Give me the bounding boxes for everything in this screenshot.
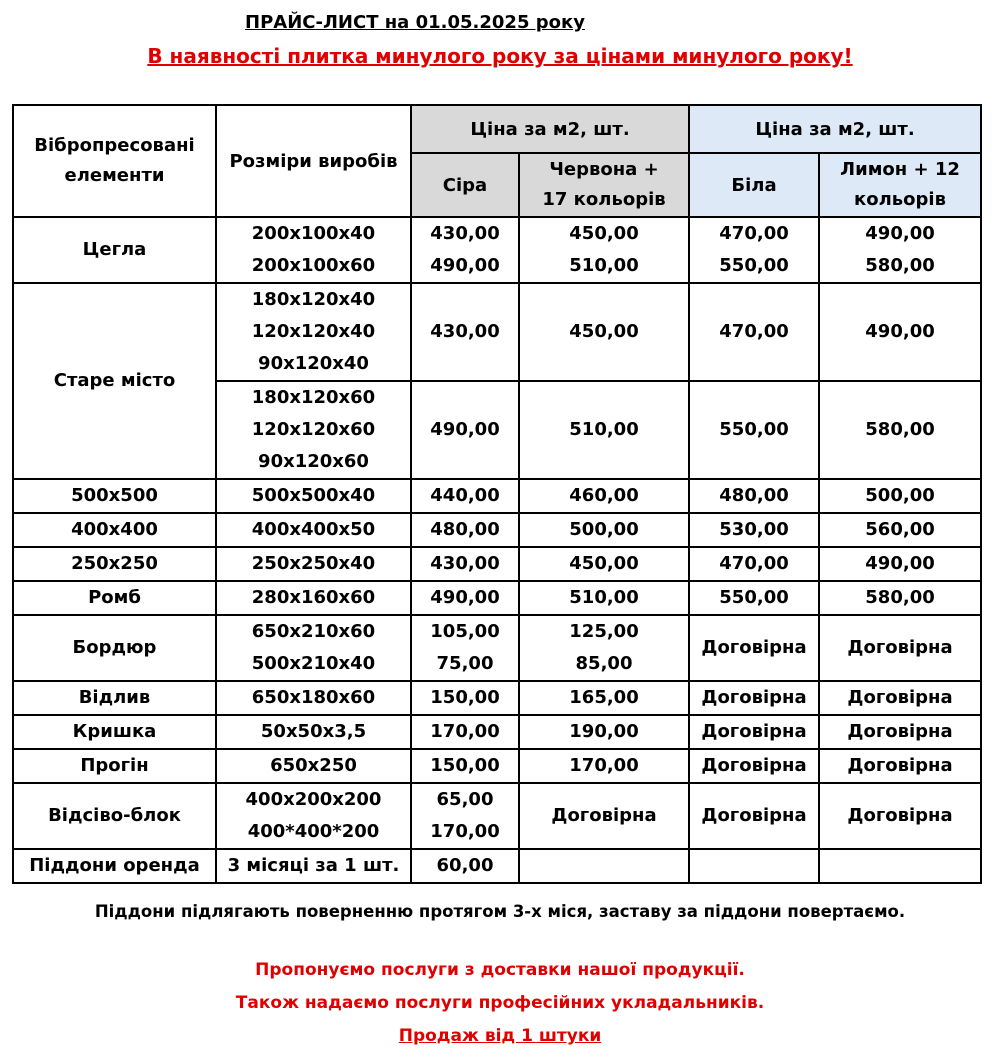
price-lemon bbox=[819, 715, 981, 749]
price-lemon bbox=[819, 283, 981, 381]
price-white-line: 470,00 bbox=[719, 223, 789, 244]
sizes-cell-line: 90х120х60 bbox=[258, 451, 369, 472]
element-name bbox=[13, 783, 216, 849]
sizes-cell-line: 400х400х50 bbox=[251, 519, 376, 540]
price-red bbox=[519, 513, 689, 547]
sizes-cell-line: 180х120х60 bbox=[251, 387, 376, 408]
price-grey-line: 490,00 bbox=[430, 419, 500, 440]
sizes-cell-line: 650х210х60 bbox=[251, 621, 376, 642]
table-row bbox=[13, 715, 981, 749]
price-lemon-line: 580,00 bbox=[865, 255, 935, 276]
price-grey bbox=[411, 715, 519, 749]
price-grey bbox=[411, 681, 519, 715]
price-white-line: 480,00 bbox=[719, 485, 789, 506]
price-white-line: 550,00 bbox=[719, 255, 789, 276]
table-row bbox=[13, 615, 981, 681]
sizes-cell bbox=[216, 783, 411, 849]
price-red bbox=[519, 381, 689, 479]
price-white-line bbox=[690, 850, 818, 882]
sizes-cell bbox=[216, 749, 411, 783]
price-white bbox=[689, 849, 819, 883]
sizes-cell bbox=[216, 513, 411, 547]
price-red bbox=[519, 749, 689, 783]
element-name-line: 250х250 bbox=[71, 553, 158, 574]
price-white-line: 470,00 bbox=[719, 553, 789, 574]
sizes-cell bbox=[216, 547, 411, 581]
price-lemon bbox=[819, 749, 981, 783]
price-white bbox=[689, 581, 819, 615]
price-lemon bbox=[819, 479, 981, 513]
price-white-line: 470,00 bbox=[719, 321, 789, 342]
header-sizes: Розміри виробів bbox=[216, 105, 411, 217]
price-grey bbox=[411, 783, 519, 849]
price-grey bbox=[411, 283, 519, 381]
sizes-cell-line: 200х100х60 bbox=[251, 255, 376, 276]
price-grey-line: 75,00 bbox=[436, 653, 494, 674]
price-grey bbox=[411, 479, 519, 513]
header-price-group-grey: Ціна за м2, шт. bbox=[411, 105, 689, 153]
element-name-line: Старе місто bbox=[53, 370, 176, 391]
price-red bbox=[519, 479, 689, 513]
price-red bbox=[519, 849, 689, 883]
price-white bbox=[689, 283, 819, 381]
table-row bbox=[13, 849, 981, 883]
sizes-cell-line: 650х180х60 bbox=[251, 687, 376, 708]
price-grey bbox=[411, 381, 519, 479]
header-lemon: Лимон + 12 кольорів bbox=[819, 153, 981, 217]
element-name-line: 500х500 bbox=[71, 485, 158, 506]
price-grey-line: 150,00 bbox=[430, 755, 500, 776]
sizes-cell-line: 650х250 bbox=[270, 755, 357, 776]
price-grey bbox=[411, 581, 519, 615]
price-white-line: 550,00 bbox=[719, 587, 789, 608]
element-name bbox=[13, 715, 216, 749]
sizes-cell-line: 90х120х40 bbox=[258, 353, 369, 374]
price-white bbox=[689, 513, 819, 547]
price-white-line: 550,00 bbox=[719, 419, 789, 440]
price-lemon bbox=[819, 217, 981, 283]
sizes-cell-line: 200х100х40 bbox=[251, 223, 376, 244]
price-lemon bbox=[819, 381, 981, 479]
price-lemon bbox=[819, 581, 981, 615]
table-row bbox=[13, 783, 981, 849]
price-red-line: 460,00 bbox=[569, 485, 639, 506]
sizes-cell-line: 400х200х200 bbox=[245, 789, 382, 810]
price-white bbox=[689, 749, 819, 783]
price-red-line: 500,00 bbox=[569, 519, 639, 540]
price-lemon-line: 500,00 bbox=[865, 485, 935, 506]
price-white bbox=[689, 615, 819, 681]
pallets-note: Піддони підлягають поверненню протягом 3-х міся, заставу за піддони повертаємо. bbox=[94, 902, 906, 921]
element-name-line: Кришка bbox=[72, 721, 157, 742]
price-lemon-line bbox=[820, 850, 980, 882]
price-grey-line: 430,00 bbox=[430, 321, 500, 342]
price-grey-line: 440,00 bbox=[430, 485, 500, 506]
element-name-line: Відсіво-блок bbox=[48, 805, 181, 826]
price-white-line: Договірна bbox=[701, 721, 807, 742]
price-lemon-line: 580,00 bbox=[865, 419, 935, 440]
price-white-line: Договірна bbox=[701, 637, 807, 658]
table-row bbox=[13, 217, 981, 283]
price-red bbox=[519, 217, 689, 283]
price-white bbox=[689, 479, 819, 513]
price-red-line: 190,00 bbox=[569, 721, 639, 742]
price-red-line: 170,00 bbox=[569, 755, 639, 776]
element-name-line: Піддони оренда bbox=[29, 855, 200, 876]
element-name-line: Прогін bbox=[80, 755, 149, 776]
price-lemon-line: 560,00 bbox=[865, 519, 935, 540]
header-price-group-blue: Ціна за м2, шт. bbox=[689, 105, 981, 153]
element-name bbox=[13, 749, 216, 783]
price-red bbox=[519, 681, 689, 715]
price-grey-line: 170,00 bbox=[430, 821, 500, 842]
element-name bbox=[13, 681, 216, 715]
price-grey-line: 60,00 bbox=[436, 855, 494, 876]
price-table bbox=[12, 104, 982, 884]
table-row bbox=[13, 479, 981, 513]
price-white-line: Договірна bbox=[701, 687, 807, 708]
element-name-line: Ромб bbox=[88, 587, 141, 608]
price-red bbox=[519, 783, 689, 849]
sizes-cell-line: 500х210х40 bbox=[251, 653, 376, 674]
element-name bbox=[13, 849, 216, 883]
price-red bbox=[519, 715, 689, 749]
price-grey-line: 490,00 bbox=[430, 255, 500, 276]
header-row-1 bbox=[13, 105, 981, 153]
header-grey: Сіра bbox=[411, 153, 519, 217]
delivery-note: Пропонуємо послуги з доставки нашої продукції. bbox=[255, 960, 745, 980]
price-white bbox=[689, 715, 819, 749]
price-grey-line: 150,00 bbox=[430, 687, 500, 708]
price-grey-line: 490,00 bbox=[430, 587, 500, 608]
price-lemon-line: 490,00 bbox=[865, 223, 935, 244]
page-subtitle: В наявності плитка минулого року за цінами минулого року! bbox=[147, 44, 853, 68]
sizes-cell bbox=[216, 581, 411, 615]
sizes-cell bbox=[216, 681, 411, 715]
price-white bbox=[689, 681, 819, 715]
price-lemon-line: Договірна bbox=[847, 721, 953, 742]
price-grey bbox=[411, 217, 519, 283]
header-red: Червона + 17 кольорів bbox=[519, 153, 689, 217]
header-white: Біла bbox=[689, 153, 819, 217]
header-element: Вібропресовані елементи bbox=[13, 105, 216, 217]
price-lemon-line: Договірна bbox=[847, 687, 953, 708]
price-red bbox=[519, 547, 689, 581]
table-row bbox=[13, 581, 981, 615]
price-lemon-line: 490,00 bbox=[865, 553, 935, 574]
element-name bbox=[13, 547, 216, 581]
price-grey-line: 170,00 bbox=[430, 721, 500, 742]
sizes-cell bbox=[216, 615, 411, 681]
price-grey-line: 105,00 bbox=[430, 621, 500, 642]
table-row bbox=[13, 283, 981, 381]
element-name-line: Цегла bbox=[82, 239, 147, 260]
price-red-line bbox=[520, 850, 688, 882]
sizes-cell bbox=[216, 283, 411, 381]
installers-note: Також надаємо послуги професійних укладальників. bbox=[235, 993, 765, 1013]
element-name bbox=[13, 513, 216, 547]
price-grey-line: 430,00 bbox=[430, 223, 500, 244]
element-name bbox=[13, 217, 216, 283]
price-lemon bbox=[819, 513, 981, 547]
price-white bbox=[689, 381, 819, 479]
price-red-line: 85,00 bbox=[575, 653, 633, 674]
table-row bbox=[13, 513, 981, 547]
sizes-cell-line: 250х250х40 bbox=[251, 553, 376, 574]
price-white-line: Договірна bbox=[701, 805, 807, 826]
price-lemon-line: 580,00 bbox=[865, 587, 935, 608]
price-lemon bbox=[819, 681, 981, 715]
price-red-line: 450,00 bbox=[569, 223, 639, 244]
element-name bbox=[13, 615, 216, 681]
element-name bbox=[13, 479, 216, 513]
price-lemon-line: Договірна bbox=[847, 637, 953, 658]
price-red-line: 450,00 bbox=[569, 553, 639, 574]
price-white-line: 530,00 bbox=[719, 519, 789, 540]
sizes-cell bbox=[216, 849, 411, 883]
sizes-cell-line: 120х120х40 bbox=[251, 321, 376, 342]
sizes-cell bbox=[216, 715, 411, 749]
sales-note: Продаж від 1 штуки bbox=[398, 1026, 602, 1046]
price-grey-line: 430,00 bbox=[430, 553, 500, 574]
price-red bbox=[519, 615, 689, 681]
price-grey-line: 480,00 bbox=[430, 519, 500, 540]
element-name bbox=[13, 581, 216, 615]
table-row bbox=[13, 547, 981, 581]
price-white bbox=[689, 547, 819, 581]
price-grey bbox=[411, 547, 519, 581]
price-white-line: Договірна bbox=[701, 755, 807, 776]
page-title: ПРАЙС-ЛИСТ на 01.05.2025 року bbox=[245, 12, 585, 33]
table-row bbox=[13, 749, 981, 783]
price-red-line: 510,00 bbox=[569, 587, 639, 608]
sizes-cell bbox=[216, 381, 411, 479]
price-lemon-line: 490,00 bbox=[865, 321, 935, 342]
table-row bbox=[13, 681, 981, 715]
price-lemon bbox=[819, 615, 981, 681]
price-grey bbox=[411, 849, 519, 883]
price-red-line: Договірна bbox=[551, 805, 657, 826]
price-red-line: 510,00 bbox=[569, 255, 639, 276]
price-red-line: 125,00 bbox=[569, 621, 639, 642]
sizes-cell-line: 120х120х60 bbox=[251, 419, 376, 440]
price-white bbox=[689, 217, 819, 283]
price-grey bbox=[411, 615, 519, 681]
element-name-line: Бордюр bbox=[72, 637, 157, 658]
price-red-line: 510,00 bbox=[569, 419, 639, 440]
sizes-cell-line: 180х120х40 bbox=[251, 289, 376, 310]
element-name-line: 400х400 bbox=[71, 519, 158, 540]
sizes-cell-line: 280х160х60 bbox=[251, 587, 376, 608]
sizes-cell-line: 50х50х3,5 bbox=[260, 721, 367, 742]
sizes-cell bbox=[216, 479, 411, 513]
sizes-cell-line: 500х500х40 bbox=[251, 485, 376, 506]
price-white bbox=[689, 783, 819, 849]
price-grey bbox=[411, 513, 519, 547]
sizes-cell-line: 3 місяці за 1 шт. bbox=[227, 855, 400, 876]
element-name bbox=[13, 283, 216, 479]
price-lemon-line: Договірна bbox=[847, 755, 953, 776]
price-lemon-line: Договірна bbox=[847, 805, 953, 826]
sizes-cell-line: 400*400*200 bbox=[247, 821, 380, 842]
price-lemon bbox=[819, 547, 981, 581]
price-red bbox=[519, 581, 689, 615]
price-lemon bbox=[819, 849, 981, 883]
price-red-line: 450,00 bbox=[569, 321, 639, 342]
price-grey-line: 65,00 bbox=[436, 789, 494, 810]
element-name-line: Відлив bbox=[78, 687, 151, 708]
price-lemon bbox=[819, 783, 981, 849]
price-red-line: 165,00 bbox=[569, 687, 639, 708]
price-red bbox=[519, 283, 689, 381]
price-grey bbox=[411, 749, 519, 783]
sizes-cell bbox=[216, 217, 411, 283]
